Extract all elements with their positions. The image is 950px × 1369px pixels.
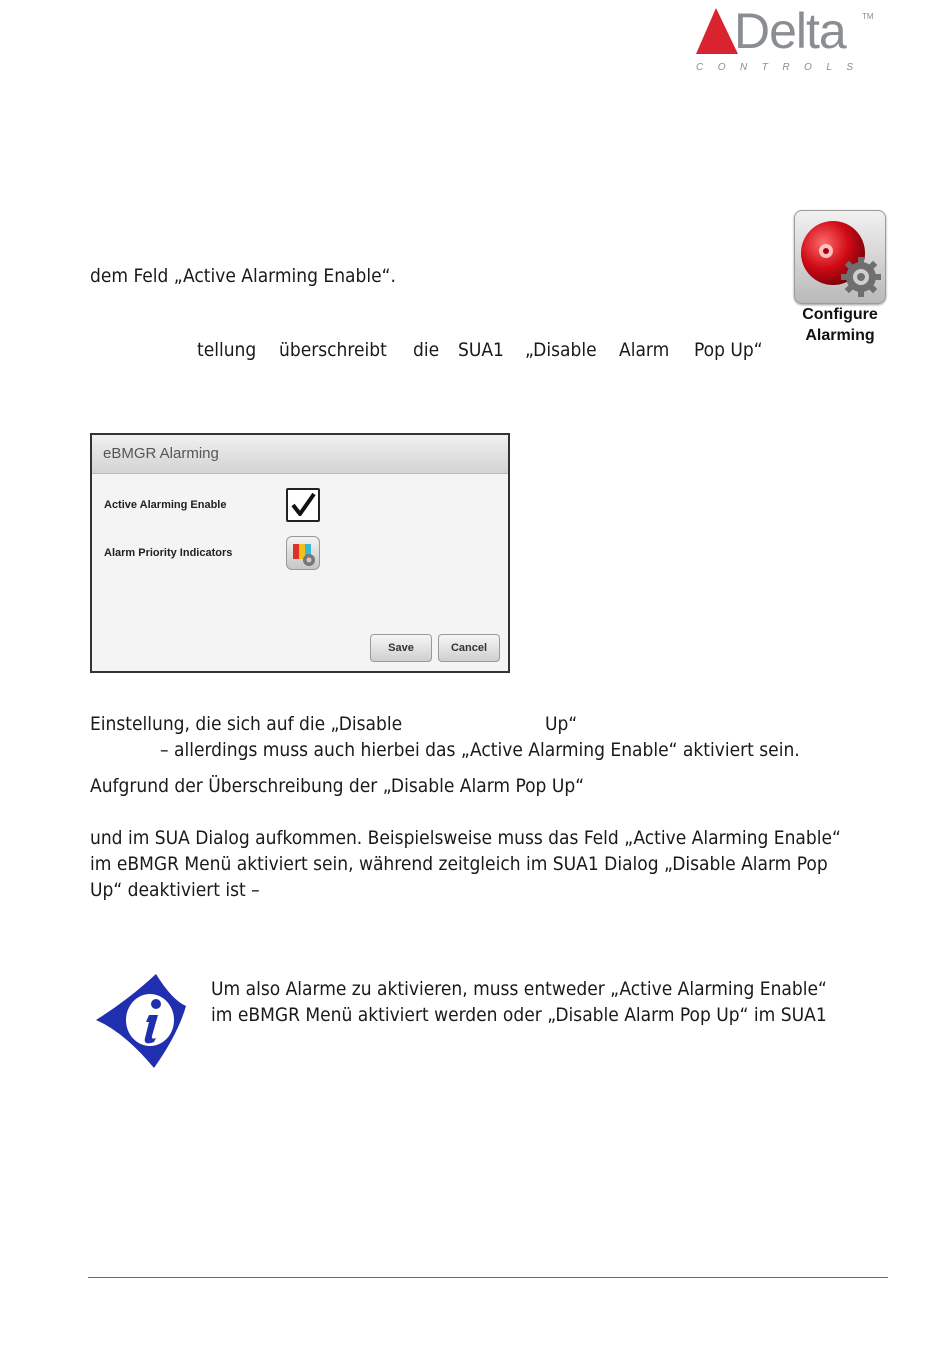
- paragraph-6-line-2: im eBMGR Menü aktiviert sein, während zeitgleich im SUA1 Dialog „Disable Alarm Pop: [90, 853, 828, 875]
- paragraph-2-word-4: SUA1: [458, 339, 504, 361]
- logo-trademark: TM: [862, 12, 874, 21]
- info-note-icon: [94, 970, 190, 1072]
- ebmgr-alarming-dialog: [90, 433, 510, 673]
- paragraph-4: – allerdings muss auch hierbei das „Active Alarming Enable“ aktiviert sein.: [160, 739, 800, 761]
- active-alarming-enable-label: Active Alarming Enable: [104, 499, 227, 511]
- footer-divider: [88, 1277, 888, 1278]
- priority-colors-icon: [287, 537, 319, 569]
- paragraph-2-word-6: Alarm: [619, 339, 670, 361]
- paragraph-2-word-1: tellung: [197, 339, 257, 361]
- paragraph-2-word-5: „Disable: [525, 339, 597, 361]
- alarm-priority-indicators-label: Alarm Priority Indicators: [104, 547, 233, 559]
- dialog-titlebar: [92, 435, 508, 474]
- paragraph-6-line-3: Up“ deaktiviert ist –: [90, 879, 260, 901]
- configure-alarming-tile: [794, 210, 886, 304]
- logo-subtitle: CONTROLS: [696, 62, 868, 73]
- paragraph-2-word-3: die: [413, 339, 440, 361]
- cancel-button[interactable]: Cancel: [438, 634, 500, 662]
- logo-wordmark: Delta: [734, 3, 846, 59]
- paragraph-3-left: Einstellung, die sich auf die „Disable: [90, 713, 403, 735]
- paragraph-1: dem Feld „Active Alarming Enable“.: [90, 265, 396, 287]
- checkmark-icon: [288, 490, 318, 520]
- alarm-priority-indicators-button[interactable]: [286, 536, 320, 570]
- note-line-2: im eBMGR Menü aktiviert werden oder „Disable Alarm Pop Up“ im SUA1: [211, 1004, 827, 1026]
- note-line-1: Um also Alarme zu aktivieren, muss entweder „Active Alarming Enable“: [211, 978, 827, 1000]
- configure-alarming-icon[interactable]: [794, 210, 886, 350]
- paragraph-2-word-2: überschreibt: [279, 339, 387, 361]
- configure-alarming-label-1: Configure: [802, 306, 878, 323]
- active-alarming-enable-checkbox[interactable]: [286, 488, 320, 522]
- delta-controls-logo: [696, 3, 876, 73]
- dialog-title: eBMGR Alarming: [103, 445, 219, 462]
- paragraph-6-line-1: und im SUA Dialog aufkommen. Beispielsweise muss das Feld „Active Alarming Enable“: [90, 827, 841, 849]
- save-button[interactable]: Save: [370, 634, 432, 662]
- paragraph-5: Aufgrund der Überschreibung der „Disable Alarm Pop Up“: [90, 775, 585, 797]
- alarm-bell-gear-icon: [795, 211, 885, 303]
- paragraph-2-word-7: Pop Up“: [694, 339, 763, 361]
- info-icon: [94, 970, 190, 1072]
- paragraph-3-right: Up“: [545, 713, 578, 735]
- configure-alarming-label-2: Alarming: [805, 327, 875, 344]
